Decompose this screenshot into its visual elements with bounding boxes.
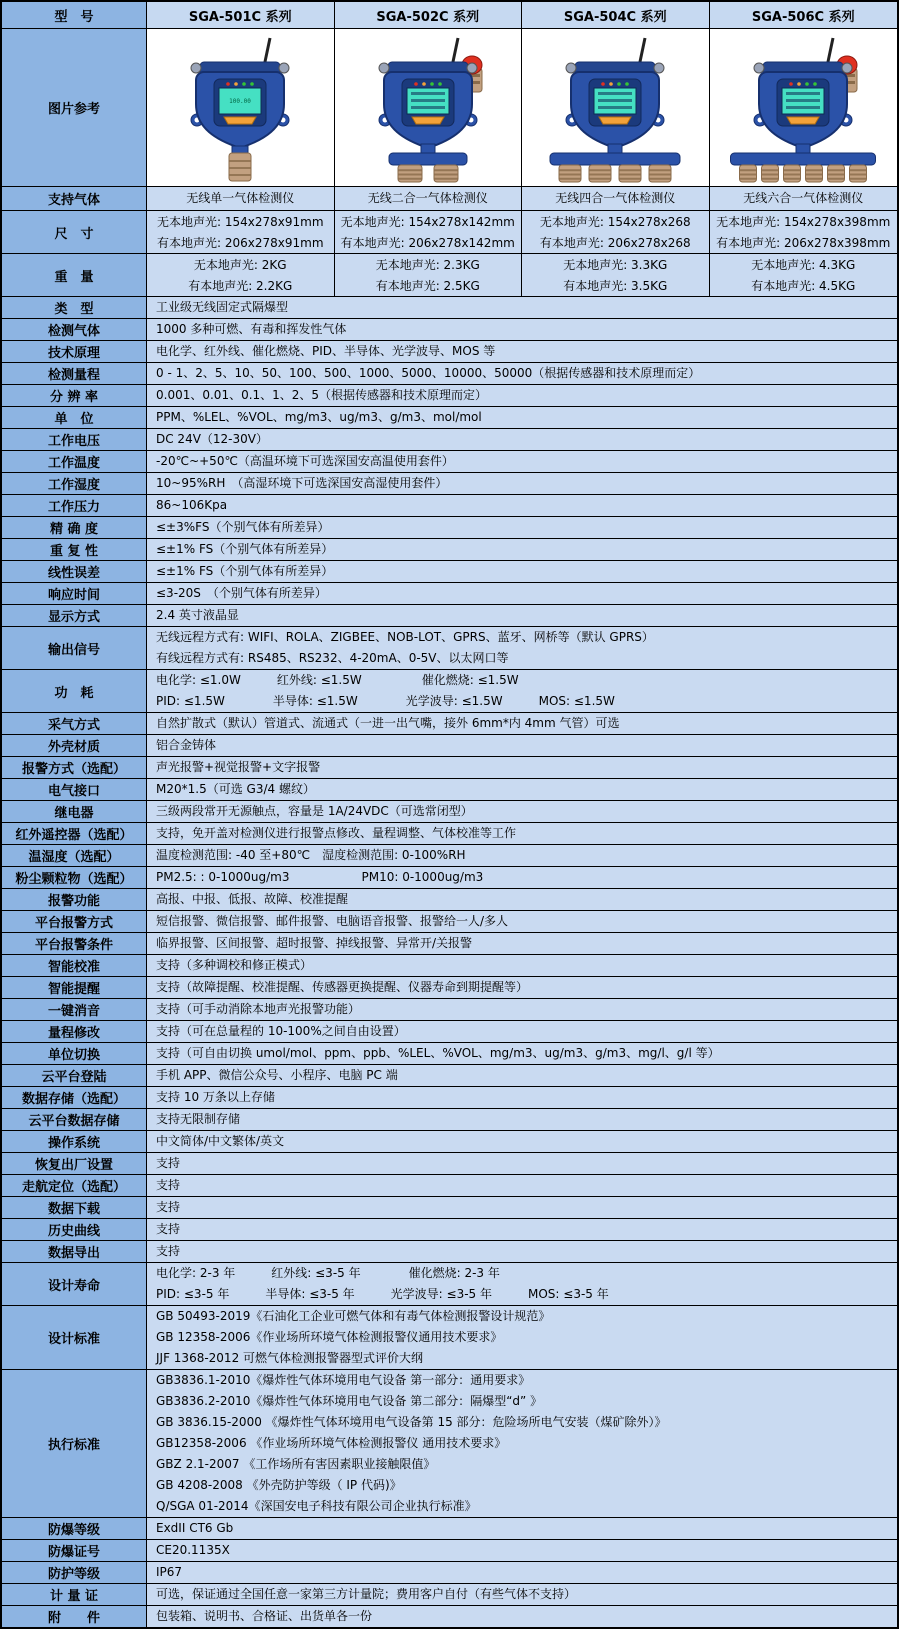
spec-row-value bbox=[147, 1370, 897, 1517]
spec-value-line: JJF 1368-2012 可燃气体检测报警器型式评价大纲 bbox=[156, 1351, 424, 1365]
row-label-gas: 支持气体 bbox=[2, 187, 147, 210]
product-image-row bbox=[2, 29, 897, 187]
spec-row bbox=[2, 933, 897, 955]
spec-row-label: 工作温度 bbox=[2, 451, 147, 472]
spec-value-line: PID: ≤3-5 年 半导体: ≤3-5 年 光学波导: ≤3-5 年 MOS: ≤3-5 年 bbox=[156, 1287, 609, 1301]
spec-row-value bbox=[147, 517, 897, 538]
weight-line: 无本地声光: 3.3KG bbox=[563, 257, 668, 272]
spec-value-line: 中文简体/中文繁体/英文 bbox=[156, 1134, 285, 1148]
spec-row-value bbox=[147, 341, 897, 362]
spec-row-value bbox=[147, 1131, 897, 1152]
spec-value-line: 2.4 英寸液晶显 bbox=[156, 608, 239, 622]
weight-line: 无本地声光: 2KG bbox=[193, 257, 287, 272]
model-header-sga-502c: SGA-502C 系列 bbox=[335, 2, 523, 28]
size-line: 无本地声光: 154x278x91mm bbox=[156, 214, 324, 229]
spec-value-line: 临界报警、区间报警、超时报警、掉线报警、异常开/关报警 bbox=[156, 936, 473, 950]
spec-value-line: GB12358-2006 《作业场所环境气体检测报警仪 通用技术要求》 bbox=[156, 1436, 507, 1450]
spec-row-value bbox=[147, 1518, 897, 1539]
spec-row bbox=[2, 473, 897, 495]
row-label-size: 尺 寸 bbox=[2, 211, 147, 253]
weight-line: 有本地声光: 3.5KG bbox=[563, 278, 668, 293]
spec-row-label: 粉尘颗粒物（选配） bbox=[2, 867, 147, 888]
spec-value-line: 三级两段常开无源触点，容量是 1A/24VDC（可选常闭型） bbox=[156, 804, 473, 818]
size-value bbox=[335, 211, 523, 253]
spec-row-value bbox=[147, 845, 897, 866]
spec-row bbox=[2, 911, 897, 933]
spec-row bbox=[2, 297, 897, 319]
spec-row-label: 报警功能 bbox=[2, 889, 147, 910]
spec-value-line: PM2.5: : 0-1000ug/m3 PM10: 0-1000ug/m3 bbox=[156, 870, 484, 884]
spec-row-label: 检测量程 bbox=[2, 363, 147, 384]
weight-line: 有本地声光: 4.5KG bbox=[751, 278, 856, 293]
spec-row-value bbox=[147, 1562, 897, 1583]
spec-row-label: 防爆等级 bbox=[2, 1518, 147, 1539]
spec-row-label: 外壳材质 bbox=[2, 735, 147, 756]
spec-row-label: 平台报警条件 bbox=[2, 933, 147, 954]
spec-row-value bbox=[147, 867, 897, 888]
spec-row-value bbox=[147, 297, 897, 318]
spec-row-value bbox=[147, 889, 897, 910]
gas-value bbox=[522, 187, 710, 210]
spec-row-label: 智能校准 bbox=[2, 955, 147, 976]
spec-row-label: 操作系统 bbox=[2, 1131, 147, 1152]
spec-row-label: 单 位 bbox=[2, 407, 147, 428]
spec-row-label: 恢复出厂设置 bbox=[2, 1153, 147, 1174]
spec-row-label: 工作湿度 bbox=[2, 473, 147, 494]
spec-row bbox=[2, 561, 897, 583]
spec-value-line: PID: ≤1.5W 半导体: ≤1.5W 光学波导: ≤1.5W MOS: ≤1.5W bbox=[156, 694, 615, 708]
spec-row-label: 设计标准 bbox=[2, 1306, 147, 1369]
spec-row-value bbox=[147, 713, 897, 734]
spec-value-line: 无线远程方式有: WIFI、ROLA、ZIGBEE、NOB-LOT、GPRS、蓝牙、网桥等（默认 GPRS） bbox=[156, 630, 654, 644]
spec-value-line: M20*1.5（可选 G3/4 螺纹） bbox=[156, 782, 315, 796]
spec-row bbox=[2, 670, 897, 713]
gas-detector-illustration bbox=[522, 32, 708, 184]
weight-value bbox=[147, 254, 335, 296]
spec-row bbox=[2, 1197, 897, 1219]
spec-row bbox=[2, 801, 897, 823]
row-label-model: 型 号 bbox=[2, 2, 147, 28]
spec-row-label: 附 件 bbox=[2, 1606, 147, 1627]
spec-rows-container bbox=[2, 297, 897, 1627]
spec-row bbox=[2, 1562, 897, 1584]
spec-row-value bbox=[147, 1241, 897, 1262]
spec-value-line: 支持，免开盖对检测仪进行报警点修改、量程调整、气体校准等工作 bbox=[156, 826, 517, 840]
spec-row bbox=[2, 517, 897, 539]
spec-row-label: 响应时间 bbox=[2, 583, 147, 604]
spec-value-line: 支持 10 万条以上存储 bbox=[156, 1090, 275, 1104]
size-line: 有本地声光: 206x278x268 bbox=[539, 235, 691, 250]
svg-text:100.00: 100.00 bbox=[229, 97, 252, 105]
spec-row-value bbox=[147, 977, 897, 998]
spec-row-value bbox=[147, 385, 897, 406]
spec-row-label: 单位切换 bbox=[2, 1043, 147, 1064]
spec-value-line: DC 24V（12-30V） bbox=[156, 432, 268, 446]
spec-value-line: -20℃~+50℃（高温环境下可选深国安高温使用套件） bbox=[156, 454, 454, 468]
gas-value-text: 无线六合一气体检测仪 bbox=[743, 191, 864, 205]
gas-detector-image-sga-506c bbox=[710, 29, 898, 186]
spec-value-line: 自然扩散式（默认）管道式、流通式（一进一出气嘴，接外 6mm*内 4mm 气管）可选 bbox=[156, 716, 620, 730]
spec-row bbox=[2, 319, 897, 341]
spec-row-label: 继电器 bbox=[2, 801, 147, 822]
spec-value-line: ExdII CT6 Gb bbox=[156, 1521, 234, 1535]
spec-row bbox=[2, 845, 897, 867]
spec-row-value bbox=[147, 1219, 897, 1240]
gas-detector-image-sga-502c bbox=[335, 29, 523, 186]
spec-value-line: GB 4208-2008 《外壳防护等级（ IP 代码)》 bbox=[156, 1478, 402, 1492]
size-line: 有本地声光: 206x278x91mm bbox=[156, 235, 324, 250]
spec-row-label: 平台报警方式 bbox=[2, 911, 147, 932]
spec-value-line: IP67 bbox=[156, 1565, 183, 1579]
spec-row-value bbox=[147, 473, 897, 494]
spec-row-value bbox=[147, 1263, 897, 1305]
spec-row bbox=[2, 495, 897, 517]
spec-row bbox=[2, 1306, 897, 1370]
spec-value-line: Q/SGA 01-2014《深国安电子科技有限公司企业执行标准》 bbox=[156, 1499, 477, 1513]
spec-row-label: 温湿度（选配） bbox=[2, 845, 147, 866]
spec-row bbox=[2, 583, 897, 605]
spec-row-label: 技术原理 bbox=[2, 341, 147, 362]
spec-value-line: GB 12358-2006《作业场所环境气体检测报警仪通用技术要求》 bbox=[156, 1330, 503, 1344]
size-line: 有本地声光: 206x278x142mm bbox=[340, 235, 515, 250]
spec-row bbox=[2, 1021, 897, 1043]
spec-row bbox=[2, 977, 897, 999]
model-header-sga-506c: SGA-506C 系列 bbox=[710, 2, 898, 28]
weight-row bbox=[2, 254, 897, 297]
spec-row bbox=[2, 757, 897, 779]
spec-row bbox=[2, 823, 897, 845]
spec-row-label: 云平台登陆 bbox=[2, 1065, 147, 1086]
spec-row-label: 精 确 度 bbox=[2, 517, 147, 538]
spec-row-label: 输出信号 bbox=[2, 627, 147, 669]
weight-value bbox=[335, 254, 523, 296]
spec-row-label: 电气接口 bbox=[2, 779, 147, 800]
gas-detector-illustration bbox=[147, 32, 333, 184]
spec-row bbox=[2, 363, 897, 385]
spec-row-value bbox=[147, 933, 897, 954]
spec-value-line: 包装箱、说明书、合格证、出货单各一份 bbox=[156, 1609, 373, 1623]
spec-row-value bbox=[147, 1109, 897, 1130]
weight-line: 无本地声光: 2.3KG bbox=[375, 257, 480, 272]
spec-row-value bbox=[147, 627, 897, 669]
spec-value-line: GBZ 2.1-2007 《工作场所有害因素职业接触限值》 bbox=[156, 1457, 436, 1471]
spec-row-label: 智能提醒 bbox=[2, 977, 147, 998]
spec-value-line: 支持无限制存储 bbox=[156, 1112, 241, 1126]
spec-row-value bbox=[147, 605, 897, 626]
weight-line: 无本地声光: 4.3KG bbox=[751, 257, 856, 272]
spec-row bbox=[2, 999, 897, 1021]
spec-row-value bbox=[147, 1153, 897, 1174]
spec-value-line: 电化学: 2-3 年 红外线: ≤3-5 年 催化燃烧: 2-3 年 bbox=[156, 1266, 500, 1280]
spec-row-label: 设计寿命 bbox=[2, 1263, 147, 1305]
spec-row-value bbox=[147, 1306, 897, 1369]
spec-row-label: 显示方式 bbox=[2, 605, 147, 626]
spec-value-line: 支持（多种调校和修正模式） bbox=[156, 958, 313, 972]
gas-detector-image-sga-504c bbox=[522, 29, 710, 186]
spec-row-label: 工作电压 bbox=[2, 429, 147, 450]
row-label-images: 图片参考 bbox=[2, 29, 147, 186]
spec-value-line: GB3836.1-2010《爆炸性气体环境用电气设备 第一部分：通用要求》 bbox=[156, 1373, 531, 1387]
spec-row-value bbox=[147, 1043, 897, 1064]
spec-value-line: GB 3836.15-2000 《爆炸性气体环境用电气设备第 15 部分：危险场所电气安装（煤矿除外）》 bbox=[156, 1415, 667, 1429]
spec-value-line: 高报、中报、低报、故障、校准提醒 bbox=[156, 892, 349, 906]
spec-row-label: 防爆证号 bbox=[2, 1540, 147, 1561]
spec-row-value bbox=[147, 1540, 897, 1561]
size-line: 无本地声光: 154x278x268 bbox=[539, 214, 691, 229]
spec-value-line: 支持 bbox=[156, 1244, 181, 1258]
spec-row bbox=[2, 779, 897, 801]
spec-value-line: 支持（可自由切换 umol/mol、ppm、ppb、%LEL、%VOL、mg/m3、ug/m3、g/m3、mg/l、g/l 等） bbox=[156, 1046, 720, 1060]
spec-row-label: 云平台数据存储 bbox=[2, 1109, 147, 1130]
spec-value-line: ≤3-20S （个别气体有所差异） bbox=[156, 586, 327, 600]
spec-row-value bbox=[147, 1021, 897, 1042]
weight-value bbox=[522, 254, 710, 296]
size-line: 无本地声光: 154x278x398mm bbox=[716, 214, 891, 229]
spec-row-label: 类 型 bbox=[2, 297, 147, 318]
spec-row-label: 数据下载 bbox=[2, 1197, 147, 1218]
spec-row-label: 重 复 性 bbox=[2, 539, 147, 560]
spec-value-line: 手机 APP、微信公众号、小程序、电脑 PC 端 bbox=[156, 1068, 398, 1082]
spec-row-label: 分 辨 率 bbox=[2, 385, 147, 406]
spec-row bbox=[2, 1370, 897, 1518]
spec-row-label: 一键消音 bbox=[2, 999, 147, 1020]
spec-row bbox=[2, 889, 897, 911]
spec-value-line: ≤±1% FS（个别气体有所差异） bbox=[156, 564, 334, 578]
gas-value-text: 无线单一气体检测仪 bbox=[186, 191, 295, 205]
spec-value-line: 支持（故障提醒、校准提醒、传感器更换提醒、仪器寿命到期提醒等） bbox=[156, 980, 529, 994]
spec-row-value bbox=[147, 539, 897, 560]
spec-value-line: 1000 多种可燃、有毒和挥发性气体 bbox=[156, 322, 347, 336]
spec-row-value bbox=[147, 561, 897, 582]
weight-line: 有本地声光: 2.2KG bbox=[188, 278, 293, 293]
size-line: 无本地声光: 154x278x142mm bbox=[340, 214, 515, 229]
spec-row bbox=[2, 385, 897, 407]
spec-row bbox=[2, 1065, 897, 1087]
size-value bbox=[522, 211, 710, 253]
spec-row bbox=[2, 1043, 897, 1065]
spec-value-line: 支持（可在总量程的 10-100%之间自由设置） bbox=[156, 1024, 406, 1038]
spec-row-value bbox=[147, 955, 897, 976]
spec-value-line: 电化学、红外线、催化燃烧、PID、半导体、光学波导、MOS 等 bbox=[156, 344, 496, 358]
spec-row-value bbox=[147, 801, 897, 822]
spec-row-value bbox=[147, 1065, 897, 1086]
spec-row-value bbox=[147, 1087, 897, 1108]
spec-row-value bbox=[147, 670, 897, 712]
spec-row bbox=[2, 1584, 897, 1606]
spec-row-label: 检测气体 bbox=[2, 319, 147, 340]
spec-row-value bbox=[147, 319, 897, 340]
spec-row bbox=[2, 627, 897, 670]
spec-row-value bbox=[147, 735, 897, 756]
spec-row bbox=[2, 451, 897, 473]
spec-value-line: 0.001、0.01、0.1、1、2、5（根据传感器和技术原理而定） bbox=[156, 388, 488, 402]
spec-row bbox=[2, 341, 897, 363]
spec-row bbox=[2, 605, 897, 627]
spec-row-label: 历史曲线 bbox=[2, 1219, 147, 1240]
spec-row bbox=[2, 1109, 897, 1131]
gas-detector-image-sga-501c bbox=[147, 29, 335, 186]
gas-detector-illustration bbox=[710, 32, 896, 184]
spec-row bbox=[2, 1540, 897, 1562]
spec-row-value bbox=[147, 583, 897, 604]
model-header-row bbox=[2, 2, 897, 29]
spec-row bbox=[2, 1241, 897, 1263]
spec-row bbox=[2, 1518, 897, 1540]
spec-row-value bbox=[147, 999, 897, 1020]
spec-row bbox=[2, 1153, 897, 1175]
spec-row-value bbox=[147, 363, 897, 384]
spec-row bbox=[2, 1087, 897, 1109]
spec-row bbox=[2, 1175, 897, 1197]
spec-row-label: 防护等级 bbox=[2, 1562, 147, 1583]
spec-row bbox=[2, 429, 897, 451]
spec-row-value bbox=[147, 911, 897, 932]
gas-value bbox=[710, 187, 898, 210]
spec-row bbox=[2, 1263, 897, 1306]
spec-value-line: 可选，保证通过全国任意一家第三方计量院；费用客户自付（有些气体不支持） bbox=[156, 1587, 577, 1601]
spec-value-line: CE20.1135X bbox=[156, 1543, 230, 1557]
weight-line: 有本地声光: 2.5KG bbox=[375, 278, 480, 293]
spec-row-value bbox=[147, 823, 897, 844]
spec-value-line: 工业级无线固定式隔爆型 bbox=[156, 300, 289, 314]
model-header-sga-504c: SGA-504C 系列 bbox=[522, 2, 710, 28]
spec-value-line: 支持 bbox=[156, 1222, 181, 1236]
spec-row bbox=[2, 735, 897, 757]
spec-row bbox=[2, 713, 897, 735]
spec-value-line: 声光报警+视觉报警+文字报警 bbox=[156, 760, 321, 774]
gas-value bbox=[335, 187, 523, 210]
spec-row-value bbox=[147, 757, 897, 778]
spec-value-line: GB3836.2-2010《爆炸性气体环境用电气设备 第二部分：隔爆型“d” 》 bbox=[156, 1394, 543, 1408]
row-label-weight: 重 量 bbox=[2, 254, 147, 296]
spec-row-label: 采气方式 bbox=[2, 713, 147, 734]
spec-row bbox=[2, 1606, 897, 1627]
gas-value bbox=[147, 187, 335, 210]
spec-value-line: GB 50493-2019《石油化工企业可燃气体和有毒气体检测报警设计规范》 bbox=[156, 1309, 551, 1323]
spec-row-label: 线性误差 bbox=[2, 561, 147, 582]
spec-row bbox=[2, 1131, 897, 1153]
spec-value-line: 支持（可手动消除本地声光报警功能） bbox=[156, 1002, 361, 1016]
spec-value-line: ≤±1% FS（个别气体有所差异） bbox=[156, 542, 334, 556]
spec-row-label: 量程修改 bbox=[2, 1021, 147, 1042]
spec-row bbox=[2, 867, 897, 889]
spec-value-line: 支持 bbox=[156, 1178, 181, 1192]
spec-row bbox=[2, 1219, 897, 1241]
supported-gas-row bbox=[2, 187, 897, 211]
spec-row-label: 走航定位（选配） bbox=[2, 1175, 147, 1196]
spec-row-value bbox=[147, 407, 897, 428]
spec-value-line: 支持 bbox=[156, 1200, 181, 1214]
spec-row-value bbox=[147, 779, 897, 800]
spec-value-line: ≤±3%FS（个别气体有所差异） bbox=[156, 520, 330, 534]
gas-value-text: 无线二合一气体检测仪 bbox=[367, 191, 488, 205]
spec-row-label: 执行标准 bbox=[2, 1370, 147, 1517]
spec-value-line: 铝合金铸体 bbox=[156, 738, 217, 752]
gas-detector-illustration bbox=[335, 32, 521, 184]
spec-row-value bbox=[147, 495, 897, 516]
gas-value-text: 无线四合一气体检测仪 bbox=[555, 191, 676, 205]
spec-value-line: 电化学: ≤1.0W 红外线: ≤1.5W 催化燃烧: ≤1.5W bbox=[156, 673, 519, 687]
size-line: 有本地声光: 206x278x398mm bbox=[716, 235, 891, 250]
spec-row-label: 工作压力 bbox=[2, 495, 147, 516]
spec-value-line: 10~95%RH （高湿环境下可选深国安高湿使用套件） bbox=[156, 476, 448, 490]
spec-row-value bbox=[147, 1584, 897, 1605]
spec-row-label: 功 耗 bbox=[2, 670, 147, 712]
size-row bbox=[2, 211, 897, 254]
spec-value-line: 86~106Kpa bbox=[156, 498, 228, 512]
spec-row-value bbox=[147, 429, 897, 450]
spec-value-line: 0 - 1、2、5、10、50、100、500、1000、5000、10000、50000（根据传感器和技术原理而定） bbox=[156, 366, 701, 380]
spec-row-value bbox=[147, 1606, 897, 1627]
weight-value bbox=[710, 254, 898, 296]
spec-row-value bbox=[147, 1175, 897, 1196]
spec-row-label: 报警方式（选配） bbox=[2, 757, 147, 778]
spec-value-line: 温度检测范围: -40 至+80℃ 湿度检测范围: 0-100%RH bbox=[156, 848, 466, 862]
size-value bbox=[147, 211, 335, 253]
spec-row-label: 计 量 证 bbox=[2, 1584, 147, 1605]
model-header-sga-501c: SGA-501C 系列 bbox=[147, 2, 335, 28]
size-value bbox=[710, 211, 898, 253]
spec-value-line: 支持 bbox=[156, 1156, 181, 1170]
spec-row bbox=[2, 955, 897, 977]
spec-row-label: 数据存储（选配） bbox=[2, 1087, 147, 1108]
spec-row-value bbox=[147, 1197, 897, 1218]
spec-row-label: 数据导出 bbox=[2, 1241, 147, 1262]
spec-row-label: 红外遥控器（选配） bbox=[2, 823, 147, 844]
spec-row bbox=[2, 539, 897, 561]
spec-value-line: PPM、%LEL、%VOL、mg/m3、ug/m3、g/m3、mol/mol bbox=[156, 410, 482, 424]
spec-value-line: 有线远程方式有: RS485、RS232、4-20mA、0-5V、以太网口等 bbox=[156, 651, 509, 665]
spec-value-line: 短信报警、微信报警、邮件报警、电脑语音报警、报警给一人/多人 bbox=[156, 914, 509, 928]
spec-row-value bbox=[147, 451, 897, 472]
spec-row bbox=[2, 407, 897, 429]
